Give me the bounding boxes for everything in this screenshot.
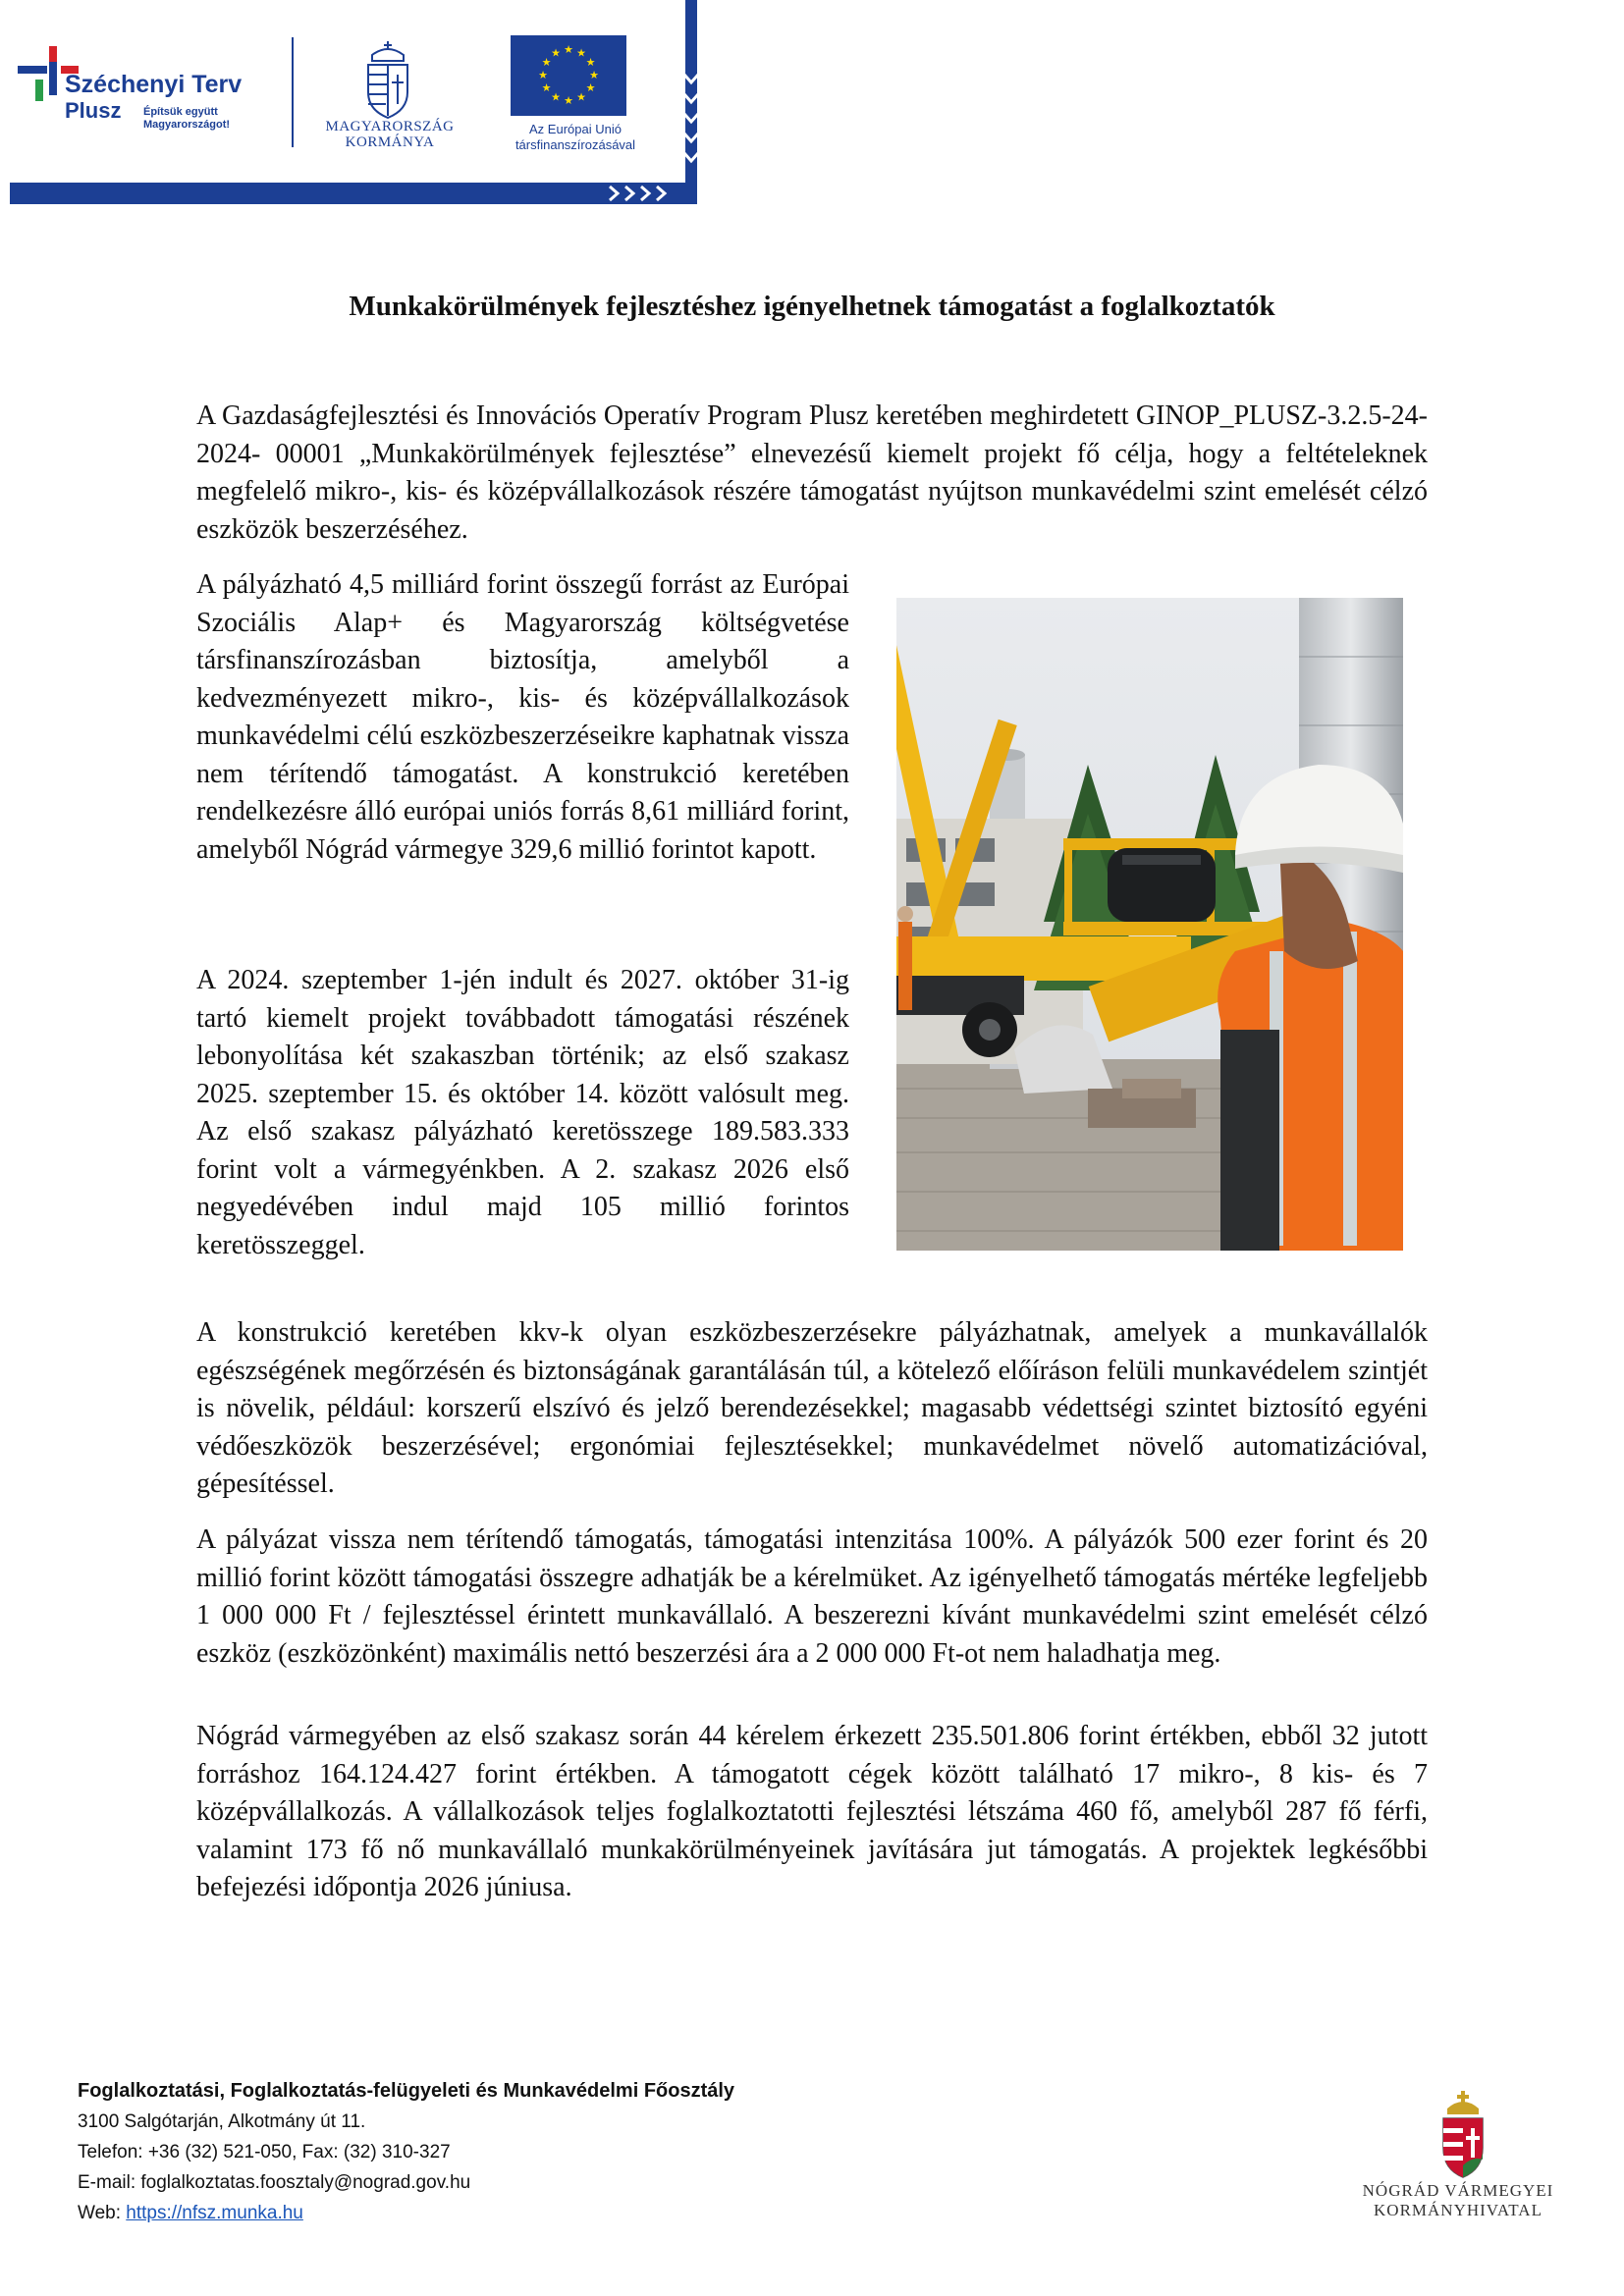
header-base-bar	[10, 183, 697, 204]
chevron-right-icon	[604, 184, 673, 203]
government-label-line1: MAGYARORSZÁG	[325, 119, 455, 134]
szechenyi-slogan-line1: Építsük együtt	[143, 106, 218, 118]
paragraph-intro: A Gazdaságfejlesztési és Innovációs Operatív Program Plusz keretében meghirdetett GINOP_PLUSZ-3.2.5-24-2024- 00001 „Munkakörülmények fejlesztése” elnevezésű kiemelt projekt fő célja, hogy a feltételeknek megfelelő mikro-, kis- és középvállalkozások részére támogatást nyújtson munkavédelmi szint emelését célzó eszközök beszerzéséhez.	[196, 400, 1428, 545]
eu-label	[497, 122, 654, 152]
footer-web	[78, 2198, 961, 2228]
construction-site-photo	[896, 598, 1403, 1251]
paragraph-schedule: A 2024. szeptember 1-jén indult és 2027. október 31-ig tartó kiemelt projekt továbbadott támogatási részének lebonyolítása két szakaszban történik; az első szakasz 2025. szeptember 15. és október 14. között valósult meg. Az első szakasz pályázható keretösszege 189.583.333 forint volt a vármegyénkben. A 2. szakasz 2026 első negyedévében indul majd 105 millió forintos keretösszeggel.	[196, 965, 849, 1260]
eu-label-line2: társfinanszírozásával	[514, 136, 636, 152]
footer-email: E-mail: foglalkoztatas.foosztaly@nograd.gov.hu	[78, 2172, 471, 2193]
chevron-down-icon	[680, 69, 702, 167]
paragraph-grant-terms: A pályázat vissza nem térítendő támogatás, támogatási intenzitása 100%. A pályázók 500 ezer forint és 20 millió forint között támogatási összegre adhatják be a kérelmüket. Az igényelhető támogatás mértéke legfeljebb 1 000 000 Ft / fejlesztéssel érintett munkavállaló. A beszerezni kívánt munkavédelmi szint emelését célzó eszköz (eszközönként) maximális nettó beszerzési ára a 2 000 000 Ft-ot nem haladhatja meg.	[196, 1524, 1428, 1669]
county-office-line2: KORMÁNYHIVATAL	[1374, 2201, 1543, 2220]
svg-text:★: ★	[551, 46, 561, 60]
szechenyi-slogan-line2: Magyarországot!	[143, 118, 231, 131]
svg-text:★: ★	[541, 81, 552, 94]
article-title: Munkakörülmények fejlesztéshez igényelhetnek támogatást a foglalkoztatók	[349, 291, 1275, 322]
eu-label-line1: Az Európai Unió	[529, 122, 622, 136]
szechenyi-name: Széchenyi Terv	[65, 71, 243, 98]
header-separator	[292, 37, 294, 147]
svg-text:★: ★	[576, 46, 586, 60]
footer-contact	[78, 2076, 961, 2228]
svg-text:★: ★	[589, 69, 599, 81]
svg-text:★: ★	[538, 69, 548, 81]
footer-address: 3100 Salgótarján, Alkotmány út 11.	[78, 2111, 366, 2132]
svg-text:★: ★	[585, 56, 596, 69]
svg-text:★: ★	[564, 43, 573, 56]
government-label	[316, 120, 463, 151]
paragraph-funding: A pályázható 4,5 milliárd forint összegű forrást az Európai Szociális Alap+ és Magyarország költségvetése társfinanszírozásban biztosítja, amelyből a kedvezményezett mikro-, kis- és középvállalkozások munkavédelmi célú eszközbeszerzéseikre kaphatnak vissza nem térítendő támogatást. A konstrukció keretében rendelkezésre álló európai uniós forrás 8,61 milliárd forint, amelyből Nógrád vármegye 329,6 millió forintot kapott.	[196, 569, 849, 865]
footer-web-link[interactable]: https://nfsz.munka.hu	[126, 2203, 303, 2223]
paragraph-eligible-purchases: A konstrukció keretében kkv-k olyan eszközbeszerzésekre pályázhatnak, amelyek a munkavállalók egészségének megőrzésén és biztonságának garantálásán túl, a kötelező előíráson felüli munkavédelem szintjét is növelik, például: korszerű elszívó és jelző berendezésekkel; magasabb védettségi szintet biztosító egyéni védőeszközök beszerzésével; ergonómiai fejlesztésekkel; munkavédelmet növelő automatizációval, gépesítéssel.	[196, 1317, 1428, 1499]
svg-text:★: ★	[541, 56, 552, 69]
header-logo-band	[10, 0, 697, 206]
svg-text:★: ★	[576, 90, 586, 104]
county-office-label	[1345, 2181, 1571, 2221]
county-coat-of-arms-icon	[1434, 2087, 1492, 2185]
szechenyi-plusz: Plusz	[65, 98, 122, 123]
svg-text:★: ★	[585, 81, 596, 94]
footer-web-label: Web:	[78, 2203, 127, 2223]
paragraph-nograd-results: Nógrád vármegyében az első szakasz során 44 kérelem érkezett 235.501.806 forint értékben, ebből 32 jutott forráshoz 164.124.427 forint értékben. A támogatott cégek között található 17 mikro-, 8 kis- és 7 középvállalkozás. A vállalkozások teljes foglalkoztatotti fejlesztési létszáma 460 fő, amelyből 287 fő férfi, valamint 173 fő nő munkavállaló munkakörülményeinek javítására jut támogatás. A projektek legkésőbbi befejezési időpontja 2026 júniusa.	[196, 1721, 1428, 1902]
eu-flag-icon	[511, 35, 626, 116]
svg-text:★: ★	[551, 90, 561, 104]
county-office-line1: NÓGRÁD VÁRMEGYEI	[1362, 2181, 1554, 2200]
footer-phone: Telefon: +36 (32) 521-050, Fax: (32) 310-327	[78, 2142, 451, 2163]
szechenyi-slogan	[143, 106, 230, 131]
svg-text:★: ★	[564, 94, 573, 107]
footer-organization: Foglalkoztatási, Foglalkoztatás-felügyeleti és Munkavédelmi Főosztály	[78, 2080, 735, 2102]
government-label-line2: KORMÁNYA	[345, 133, 435, 150]
